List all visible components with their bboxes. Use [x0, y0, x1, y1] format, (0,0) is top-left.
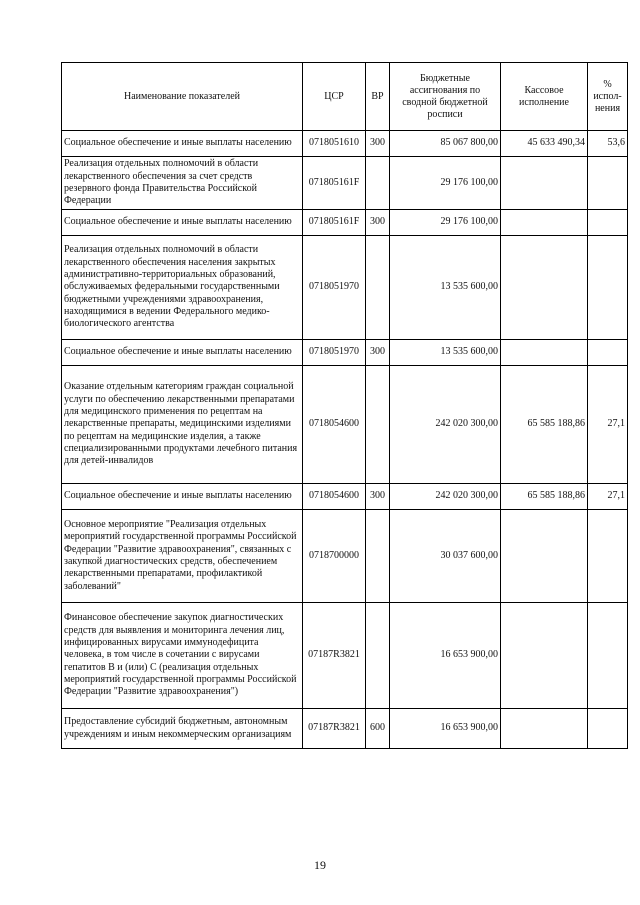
row-vr: 300 [366, 484, 390, 510]
row-budget: 85 067 800,00 [390, 131, 501, 157]
row-csr: 07187R3821 [303, 603, 366, 709]
row-budget: 13 535 600,00 [390, 340, 501, 366]
row-csr: 0718051610 [303, 131, 366, 157]
row-pct [588, 510, 628, 603]
row-budget: 16 653 900,00 [390, 603, 501, 709]
row-csr: 071805161F [303, 210, 366, 236]
row-vr: 600 [366, 709, 390, 749]
row-pct [588, 709, 628, 749]
row-vr [366, 157, 390, 210]
row-budget: 242 020 300,00 [390, 484, 501, 510]
row-cash [501, 340, 588, 366]
row-csr: 0718054600 [303, 366, 366, 484]
row-name: Предоставление субсидий бюджетным, автономным учреждениям и иным некоммерческим организациям [62, 709, 303, 749]
header-vr: ВР [366, 63, 390, 131]
row-csr: 0718051970 [303, 236, 366, 340]
row-csr: 071805161F [303, 157, 366, 210]
row-vr [366, 510, 390, 603]
header-csr: ЦСР [303, 63, 366, 131]
row-cash [501, 709, 588, 749]
row-name: Реализация отдельных полномочий в области лекарственного обеспечения за счет средств резервного фонда Правительства Российской Федерации [62, 157, 303, 210]
row-vr [366, 236, 390, 340]
row-cash [501, 236, 588, 340]
header-row [62, 63, 628, 131]
table-row [62, 157, 628, 210]
table-row [62, 131, 628, 157]
row-pct: 53,6 [588, 131, 628, 157]
table-row [62, 366, 628, 484]
row-name: Оказание отдельным категориям граждан социальной услуги по обеспечению лекарственными препаратами для медицинского применения по рецептам на лекарственные препараты, медицинскими изделиями по рецептам на медицинские изделия, а также специализированными продуктами лечебного питания для детей-инвалидов [62, 366, 303, 484]
row-cash [501, 510, 588, 603]
budget-table [61, 62, 628, 749]
row-pct: 27,1 [588, 484, 628, 510]
row-pct [588, 603, 628, 709]
row-cash: 65 585 188,86 [501, 484, 588, 510]
row-csr: 07187R3821 [303, 709, 366, 749]
table-row [62, 709, 628, 749]
row-csr: 0718054600 [303, 484, 366, 510]
header-budget: Бюджетные ассигнования по сводной бюджетной росписи [390, 63, 501, 131]
row-name: Социальное обеспечение и иные выплаты населению [62, 131, 303, 157]
row-cash: 65 585 188,86 [501, 366, 588, 484]
header-cash: Кассовое исполнение [501, 63, 588, 131]
row-vr: 300 [366, 210, 390, 236]
row-name: Финансовое обеспечение закупок диагностических средств для выявления и мониторинга лечения лиц, инфицированных вирусами иммунодефицита человека, в том числе в сочетании с вирусами гепатитов B и (или) C (реализация отдельных мероприятий государственной программы Российской Федерации "Развитие здравоохранения") [62, 603, 303, 709]
row-cash [501, 603, 588, 709]
row-cash [501, 210, 588, 236]
row-vr [366, 366, 390, 484]
row-budget: 13 535 600,00 [390, 236, 501, 340]
table-row [62, 210, 628, 236]
row-cash [501, 157, 588, 210]
table-row [62, 484, 628, 510]
row-vr: 300 [366, 340, 390, 366]
row-pct [588, 157, 628, 210]
table-row [62, 510, 628, 603]
row-pct: 27,1 [588, 366, 628, 484]
page-number: 19 [314, 858, 326, 872]
table-row [62, 340, 628, 366]
row-vr: 300 [366, 131, 390, 157]
row-budget: 30 037 600,00 [390, 510, 501, 603]
row-budget: 29 176 100,00 [390, 157, 501, 210]
header-name: Наименование показателей [62, 63, 303, 131]
row-vr [366, 603, 390, 709]
row-budget: 29 176 100,00 [390, 210, 501, 236]
row-csr: 0718700000 [303, 510, 366, 603]
row-name: Социальное обеспечение и иные выплаты населению [62, 484, 303, 510]
row-budget: 242 020 300,00 [390, 366, 501, 484]
table-row [62, 603, 628, 709]
row-pct [588, 236, 628, 340]
row-name: Реализация отдельных полномочий в области лекарственного обеспечения населения закрытых административно-территориальных образований, обслуживаемых федеральными государственными бюджетными учреждениями здравоохранения, находящимися в ведении Федерального медико-биологического агентства [62, 236, 303, 340]
row-name: Социальное обеспечение и иные выплаты населению [62, 210, 303, 236]
row-name: Социальное обеспечение и иные выплаты населению [62, 340, 303, 366]
table-row [62, 236, 628, 340]
row-cash: 45 633 490,34 [501, 131, 588, 157]
row-pct [588, 210, 628, 236]
header-pct: % испол-нения [588, 63, 628, 131]
row-name: Основное мероприятие "Реализация отдельных мероприятий государственной программы Российской Федерации "Развитие здравоохранения", связанных с закупкой диагностических средств, обеспечением лекарственными препаратами, профилактикой заболеваний" [62, 510, 303, 603]
row-pct [588, 340, 628, 366]
row-budget: 16 653 900,00 [390, 709, 501, 749]
row-csr: 0718051970 [303, 340, 366, 366]
